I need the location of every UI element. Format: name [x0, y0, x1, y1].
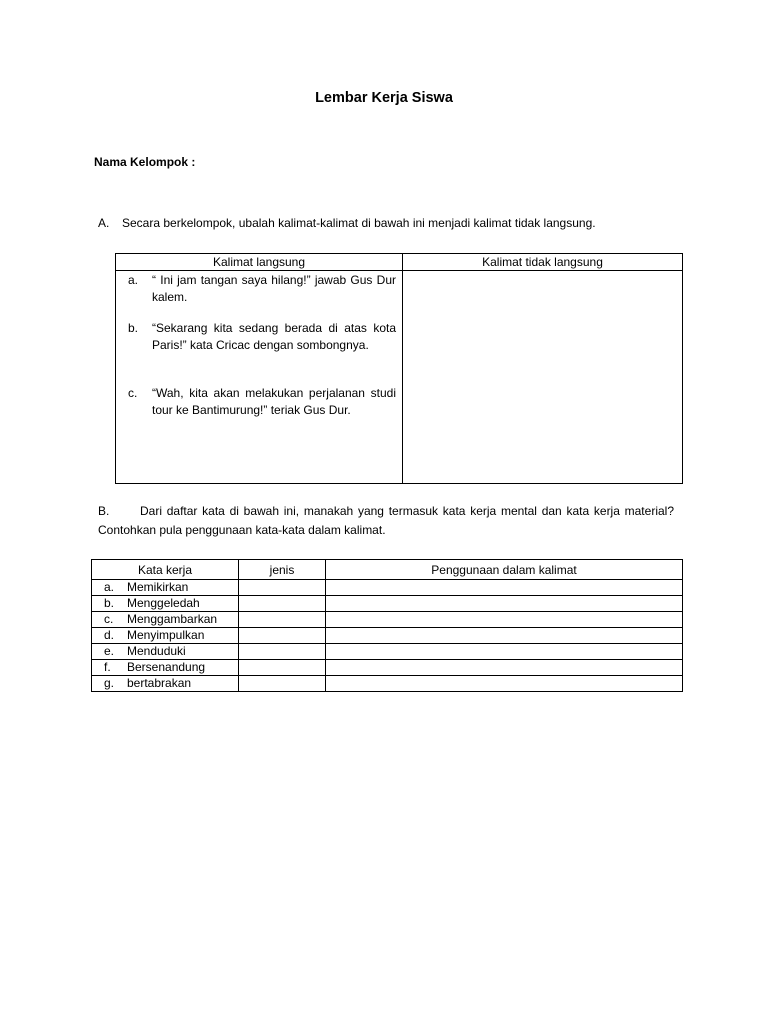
- item-label: a.: [128, 273, 139, 287]
- item-text: “ Ini jam tangan saya hilang!” jawab Gus Dur kalem.: [152, 273, 396, 304]
- row-label: a.: [104, 580, 115, 594]
- verb-word: Menggambarkan: [127, 612, 218, 626]
- sentence-item-b: [116, 320, 396, 354]
- usage-answer-cell[interactable]: [326, 580, 683, 596]
- usage-answer-cell[interactable]: [326, 644, 683, 660]
- type-answer-cell[interactable]: [239, 676, 326, 692]
- usage-answer-cell[interactable]: [326, 612, 683, 628]
- header-indirect-speech: Kalimat tidak langsung: [403, 254, 683, 271]
- usage-answer-cell[interactable]: [326, 628, 683, 644]
- header-usage: Penggunaan dalam kalimat: [326, 560, 683, 580]
- verb-word: Menduduki: [127, 644, 186, 658]
- row-label: c.: [104, 612, 114, 626]
- table-row: [92, 580, 683, 596]
- page-title: Lembar Kerja Siswa: [315, 90, 453, 106]
- section-a-text: Secara berkelompok, ubalah kalimat-kalimat di bawah ini menjadi kalimat tidak langsung.: [122, 216, 596, 230]
- section-b-number: B.: [98, 504, 110, 518]
- type-answer-cell[interactable]: [239, 628, 326, 644]
- table-row: [92, 660, 683, 676]
- usage-answer-cell[interactable]: [326, 676, 683, 692]
- table-row: [92, 596, 683, 612]
- row-label: e.: [104, 644, 115, 658]
- verb-cell: [92, 644, 239, 660]
- table-row: [92, 676, 683, 692]
- header-type: jenis: [239, 560, 326, 580]
- indirect-speech-answer-cell[interactable]: [403, 271, 683, 484]
- section-b-instruction: [98, 502, 674, 540]
- section-b-text: Dari daftar kata di bawah ini, manakah yang termasuk kata kerja mental dan kata kerja material? Contohkan pula penggunaan kata-kata dalam kalimat.: [98, 504, 674, 537]
- type-answer-cell[interactable]: [239, 612, 326, 628]
- row-label: d.: [104, 628, 115, 642]
- verb-word: Memikirkan: [127, 580, 189, 594]
- type-answer-cell[interactable]: [239, 660, 326, 676]
- group-name-label: Nama Kelompok :: [94, 155, 196, 169]
- verb-word: Menyimpulkan: [127, 628, 205, 642]
- verb-cell: [92, 676, 239, 692]
- header-verb: Kata kerja: [92, 560, 239, 580]
- section-a-instruction: [98, 216, 596, 230]
- direct-speech-table: [115, 253, 683, 484]
- verb-cell: [92, 628, 239, 644]
- verb-cell: [92, 596, 239, 612]
- item-label: c.: [128, 386, 138, 400]
- type-answer-cell[interactable]: [239, 580, 326, 596]
- verb-word: Bersenandung: [127, 660, 206, 674]
- section-a-number: A.: [98, 216, 110, 230]
- row-label: g.: [104, 676, 115, 690]
- row-label: f.: [104, 660, 111, 674]
- verb-cell: [92, 612, 239, 628]
- verb-word: bertabrakan: [127, 676, 192, 690]
- header-direct-speech: Kalimat langsung: [116, 254, 403, 271]
- usage-answer-cell[interactable]: [326, 660, 683, 676]
- verb-word: Menggeledah: [127, 596, 200, 610]
- usage-answer-cell[interactable]: [326, 596, 683, 612]
- item-text: “Wah, kita akan melakukan perjalanan studi tour ke Bantimurung!” teriak Gus Dur.: [152, 386, 396, 417]
- item-text: “Sekarang kita sedang berada di atas kota Paris!” kata Cricac dengan sombongnya.: [152, 321, 396, 352]
- sentence-item-c: [116, 385, 396, 419]
- row-label: b.: [104, 596, 115, 610]
- direct-speech-cell: [116, 271, 403, 484]
- sentence-item-a: [116, 272, 396, 306]
- verb-cell: [92, 580, 239, 596]
- item-label: b.: [128, 321, 139, 335]
- table-row: [92, 628, 683, 644]
- table-row: [92, 644, 683, 660]
- verb-cell: [92, 660, 239, 676]
- type-answer-cell[interactable]: [239, 596, 326, 612]
- verb-table: [91, 559, 683, 692]
- table-row: [92, 612, 683, 628]
- type-answer-cell[interactable]: [239, 644, 326, 660]
